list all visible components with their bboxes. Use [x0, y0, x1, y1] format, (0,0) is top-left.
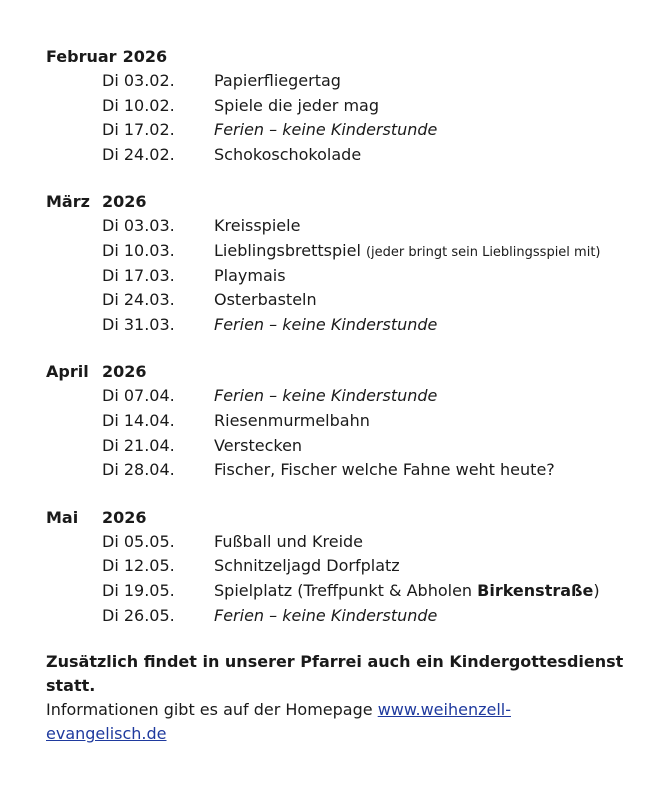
event-title: Riesenmurmelbahn — [214, 410, 370, 430]
month-section-februar — [46, 44, 646, 167]
month-year: 2026 — [122, 47, 168, 66]
schedule-row — [46, 143, 646, 168]
schedule-row — [46, 409, 646, 434]
month-name: Mai — [46, 507, 79, 527]
event-date: Di 21.04. — [102, 435, 175, 455]
schedule-row — [46, 579, 646, 604]
footer-text: Informationen gibt es auf der Homepage — [46, 700, 378, 720]
event-title — [214, 579, 600, 604]
event-date: Di 17.02. — [102, 120, 175, 140]
event-title: Ferien – keine Kinderstunde — [214, 605, 438, 625]
month-name: Februar — [46, 47, 117, 66]
event-title: Verstecken — [214, 435, 303, 455]
event-title: Fischer, Fischer welche Fahne weht heute? — [214, 460, 555, 480]
event-title: Playmais — [214, 265, 286, 285]
schedule-row — [46, 94, 646, 119]
event-title: Fußball und Kreide — [214, 531, 364, 551]
event-title: Schnitzeljagd Dorfplatz — [214, 556, 400, 576]
event-date: Di 10.03. — [102, 240, 175, 260]
month-heading — [46, 44, 646, 69]
schedule-row — [46, 214, 646, 239]
event-title-text: Spielplatz (Treffpunkt & Abholen — [214, 580, 478, 600]
schedule-row-holiday — [46, 384, 646, 409]
footer-info — [46, 650, 646, 746]
schedule-document — [46, 44, 646, 746]
event-title: Schokoschokolade — [214, 144, 362, 164]
month-section-april — [46, 359, 646, 482]
event-date: Di 10.02. — [102, 95, 175, 115]
schedule-row — [46, 530, 646, 555]
footer-headline: Zusätzlich findet in unserer Pfarrei auch ein Kindergottesdienst statt. — [46, 652, 624, 696]
event-title: Spiele die jeder mag — [214, 95, 380, 115]
event-title: Ferien – keine Kinderstunde — [214, 120, 438, 140]
event-date: Di 07.04. — [102, 386, 175, 406]
event-title: Lieblingsbrettspiel — [214, 240, 361, 260]
event-date: Di 26.05. — [102, 605, 175, 625]
month-year: 2026 — [102, 507, 147, 527]
schedule-row — [46, 288, 646, 313]
schedule-row-holiday — [46, 313, 646, 338]
month-section-maerz — [46, 189, 646, 337]
event-note: (jeder bringt sein Lieblingsspiel mit) — [365, 244, 601, 260]
event-date: Di 17.03. — [102, 265, 175, 285]
event-title: Ferien – keine Kinderstunde — [214, 314, 438, 334]
month-heading — [46, 505, 646, 530]
event-date: Di 12.05. — [102, 556, 175, 576]
month-year: 2026 — [102, 192, 147, 212]
month-section-mai — [46, 505, 646, 628]
event-title-end: ) — [593, 580, 600, 600]
event-location-bold: Birkenstraße — [477, 580, 594, 600]
schedule-row — [46, 458, 646, 483]
month-heading — [46, 359, 646, 384]
event-date: Di 03.02. — [102, 71, 175, 90]
event-date: Di 28.04. — [102, 460, 175, 480]
event-date: Di 31.03. — [102, 314, 175, 334]
month-year: 2026 — [102, 362, 147, 382]
schedule-row — [46, 434, 646, 459]
homepage-link-part2[interactable]: evangelisch.de — [46, 724, 167, 744]
event-date: Di 19.05. — [102, 580, 175, 600]
footer-homepage-line — [46, 698, 646, 746]
schedule-row-holiday — [46, 118, 646, 143]
schedule-row — [46, 69, 646, 94]
event-title: Osterbasteln — [214, 290, 317, 310]
event-title: Ferien – keine Kinderstunde — [214, 386, 438, 406]
event-title: Papierfliegertag — [214, 71, 341, 90]
event-date: Di 24.03. — [102, 290, 175, 310]
event-date: Di 14.04. — [102, 410, 175, 430]
schedule-row — [46, 264, 646, 289]
month-name: März — [46, 192, 90, 212]
event-date: Di 03.03. — [102, 216, 175, 236]
homepage-link-part1[interactable]: www.weihenzell- — [377, 700, 511, 720]
event-date: Di 24.02. — [102, 144, 175, 164]
event-title: Kreisspiele — [214, 216, 301, 236]
event-date: Di 05.05. — [102, 531, 175, 551]
month-heading — [46, 189, 646, 214]
schedule-row-holiday — [46, 604, 646, 629]
schedule-row — [46, 554, 646, 579]
schedule-row — [46, 239, 646, 264]
month-name: April — [46, 362, 89, 382]
